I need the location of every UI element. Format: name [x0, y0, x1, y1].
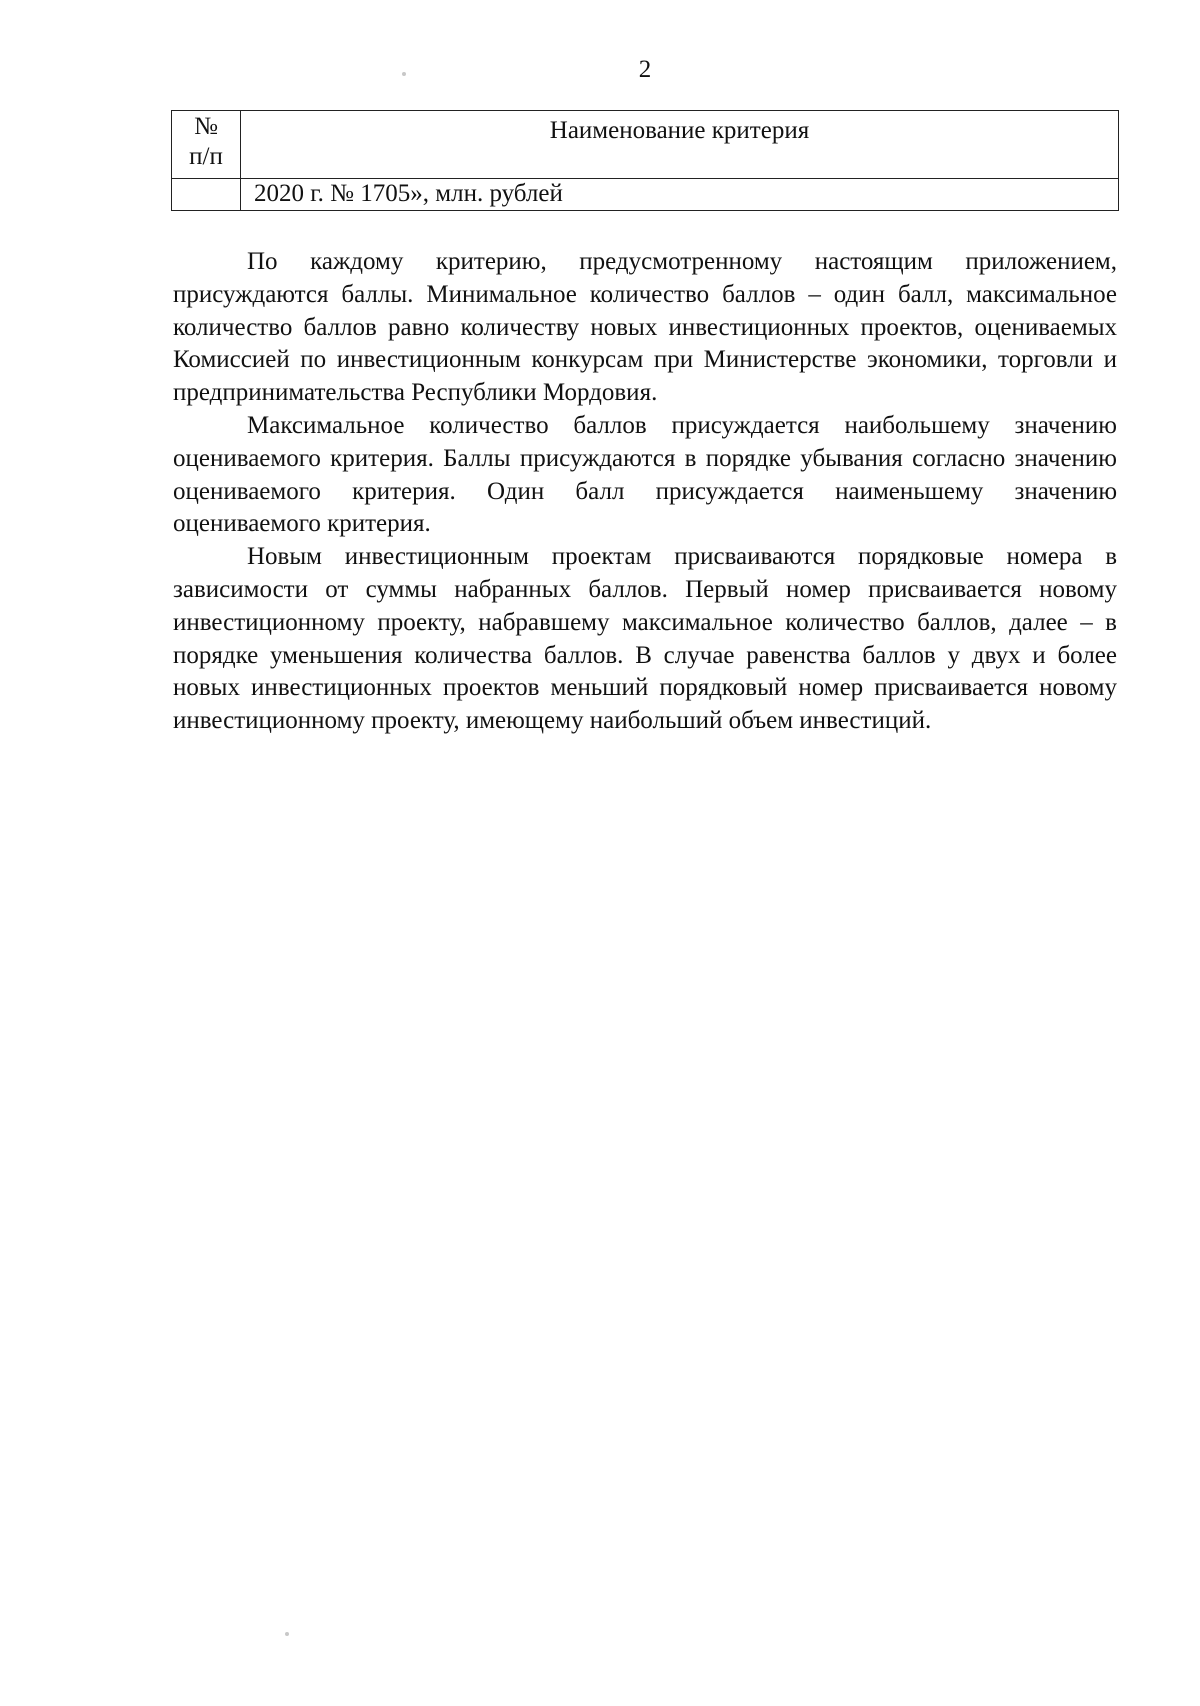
row-text-cell: 2020 г. № 1705», млн. рублей — [241, 179, 1119, 211]
body-text — [173, 246, 1117, 738]
header-number-abbr: п/п — [189, 143, 223, 170]
scan-speck — [285, 1632, 289, 1636]
table-header-row — [172, 111, 1119, 179]
header-name-cell: Наименование критерия — [241, 111, 1119, 179]
header-number-sign: № — [194, 113, 218, 140]
header-number-cell — [172, 111, 241, 179]
page-number: 2 — [638, 56, 652, 83]
scan-speck — [402, 72, 406, 76]
table-row — [172, 179, 1119, 211]
paragraph-numbering: Новым инвестиционным проектам присваиваются порядковые номера в зависимости от суммы набранных баллов. Первый номер присваивается новому инвестиционному проекту, набравшему максимальное количество баллов, далее – в порядке уменьшения количества баллов. В случае равенства баллов у двух и более новых инвестиционных проектов меньший порядковый номер присваивается новому инвестиционному проекту, имеющему наибольший объем инвестиций. — [173, 543, 1117, 735]
criteria-table — [171, 110, 1119, 211]
paragraph-max-score: Максимальное количество баллов присуждается наибольшему значению оцениваемого критерия. Баллы присуждаются в порядке убывания согласно значению оцениваемого критерия. Один балл присуждается наименьшему значению оцениваемого критерия. — [173, 411, 1117, 538]
paragraph-scoring-rules: По каждому критерию, предусмотренному настоящим приложением, присуждаются баллы. Минимальное количество баллов – один балл, максимальное количество баллов равно количеству новых инвестиционных проектов, оцениваемых Комиссией по инвестиционным конкурсам при Министерстве экономики, торговли и предпринимательства Республики Мордовия. — [173, 248, 1117, 407]
row-number-cell — [172, 179, 241, 211]
